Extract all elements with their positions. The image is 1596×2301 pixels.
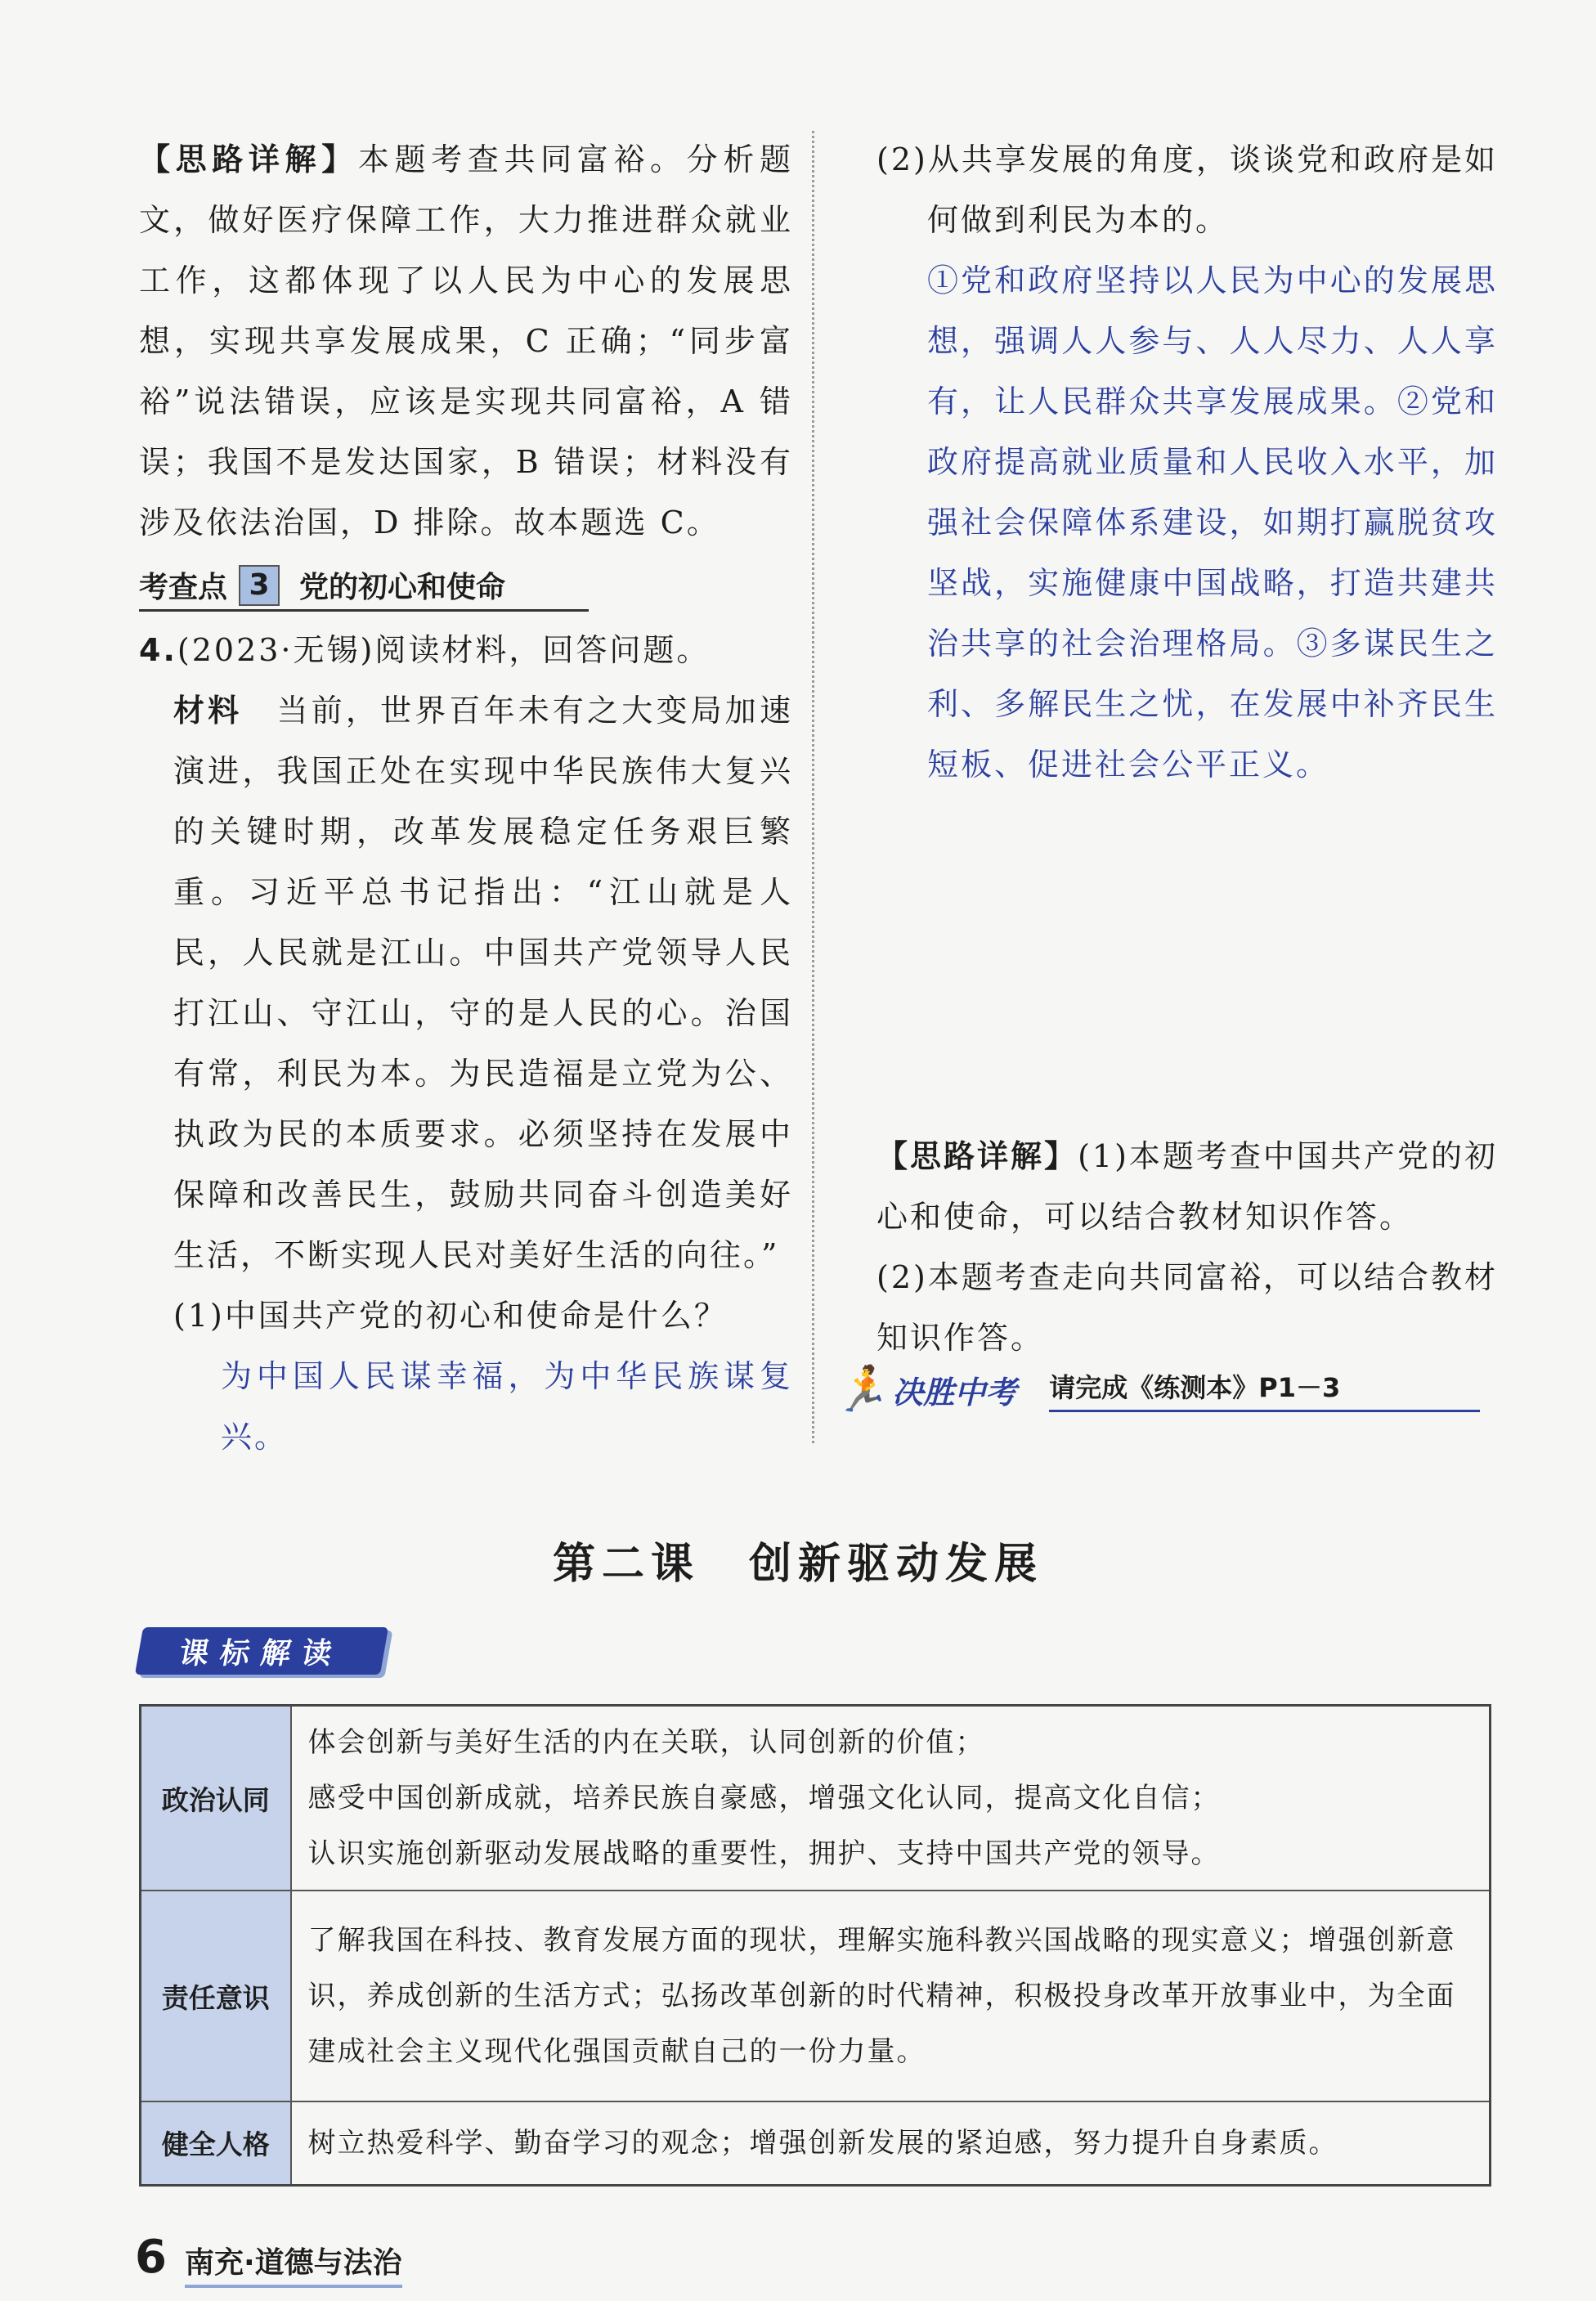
table-row	[141, 1706, 1491, 1891]
material-text: 当前，世界百年未有之大变局加速演进，我国正处在实现中华民族伟大复兴的关键时期，改革发展稳定任务艰巨繁重。习近平总书记指出：“江山就是人民，人民就是江山。中国共产党领导人民打江山、守江山，守的是人民的心。治国有常，利民为本。为民造福是立党为公、执政为民的本质要求。必须坚持在发展中保障和改善民生，鼓励共同奋斗创造美好生活，不断实现人民对美好生活的向往。”	[173, 693, 793, 1273]
right-column	[876, 129, 1498, 1368]
material-label: 材料	[173, 693, 243, 729]
page-number: 6	[135, 2231, 167, 2284]
row-content	[291, 2101, 1491, 2185]
analysis-paragraph-2	[876, 1126, 1498, 1247]
row-content	[291, 1706, 1491, 1891]
runner-icon: 🏃	[834, 1363, 890, 1415]
answer-4-2: ①党和政府坚持以人民为中心的发展思想，强调人人参与、人人尽力、人人享有，让人民群众共享发展成果。②党和政府提高就业质量和人民收入水平，加强社会保障体系建设，如期打赢脱贫攻坚战，实施健康中国战略，打造共建共治共享的社会治理格局。③多谋民生之利、多解民生之忧，在发展中补齐民生短板、促进社会公平正义。	[927, 262, 1498, 783]
lesson-title: 第二课 创新驱动发展	[552, 1540, 1043, 1589]
question-4-2: (2)从共享发展的角度，谈谈党和政府是如何做到利民为本的。	[876, 141, 1498, 238]
material-paragraph	[139, 680, 793, 1285]
row-header: 政治认同	[141, 1706, 291, 1891]
practice-reference: 请完成《练测本》P1－3	[1049, 1367, 1480, 1412]
table-row	[141, 2101, 1491, 2185]
analysis-text: 本题考查共同富裕。分析题文，做好医疗保障工作，大力推进群众就业工作，这都体现了以人民为中心的发展思想，实现共享发展成果，C 正确；“同步富裕”说法错误，应该是实现共同富裕，A 错误；我国不是发达国家，B 错误；材料没有涉及依法治国，D 排除。故本题选 C。	[139, 141, 793, 540]
question-number: 4.	[139, 632, 177, 668]
row-header: 责任意识	[141, 1891, 291, 2101]
section-badge-label: 课标解读	[176, 1636, 347, 1671]
analysis-text-2a: (1)本题考查中国共产党的初心和使命，可以结合教材知识作答。	[876, 1138, 1498, 1235]
analysis-label: 【思路详解】	[139, 141, 358, 177]
section-badge	[135, 1627, 388, 1675]
answer-4-1: 为中国人民谋幸福，为中华民族谋复兴。	[221, 1358, 793, 1455]
juesheng-logo-text: 决胜中考	[892, 1374, 1017, 1411]
analysis-label-2: 【思路详解】	[876, 1138, 1078, 1174]
exam-point-heading	[139, 561, 589, 612]
analysis-text-2b: (2)本题考查走向共同富裕，可以结合教材知识作答。	[876, 1259, 1498, 1356]
left-column	[139, 129, 793, 1467]
question-4-intro	[139, 620, 793, 680]
content-line: 认识实施创新驱动发展战略的重要性，拥护、支持中国共产党的领导。	[307, 1837, 1221, 1870]
juesheng-logo	[834, 1363, 1016, 1415]
column-divider	[812, 131, 814, 1443]
exam-point-label: 考查点	[139, 571, 228, 604]
practice-reminder	[834, 1357, 1480, 1421]
question-intro-text: (2023·无锡)阅读材料，回答问题。	[177, 632, 711, 668]
book-title: 南充·道德与法治	[185, 2240, 402, 2288]
question-4-1: (1)中国共产党的初心和使命是什么？	[173, 1298, 728, 1334]
table-row	[141, 1891, 1491, 2101]
content-line: 树立热爱科学、勤奋学习的观念；增强创新发展的紧迫感，努力提升自身素质。	[307, 2126, 1338, 2160]
standards-table	[139, 1704, 1491, 2187]
page-footer	[135, 2231, 402, 2288]
exam-point-number: 3	[239, 565, 280, 606]
content-line: 体会创新与美好生活的内在关联，认同创新的价值；	[307, 1726, 985, 1759]
analysis-paragraph-1	[139, 129, 793, 553]
content-line: 感受中国创新成就，培养民族自豪感，增强文化认同，提高文化自信；	[307, 1782, 1221, 1814]
row-header: 健全人格	[141, 2101, 291, 2185]
row-content	[291, 1891, 1491, 2101]
content-line: 了解我国在科技、教育发展方面的现状，理解实施科教兴国战略的现实意义；增强创新意识，养成创新的生活方式；弘扬改革创新的时代精神，积极投身改革开放事业中，为全面建成社会主义现代化强国贡献自己的一份力量。	[307, 1924, 1456, 2068]
exam-point-title: 党的初心和使命	[299, 571, 506, 604]
